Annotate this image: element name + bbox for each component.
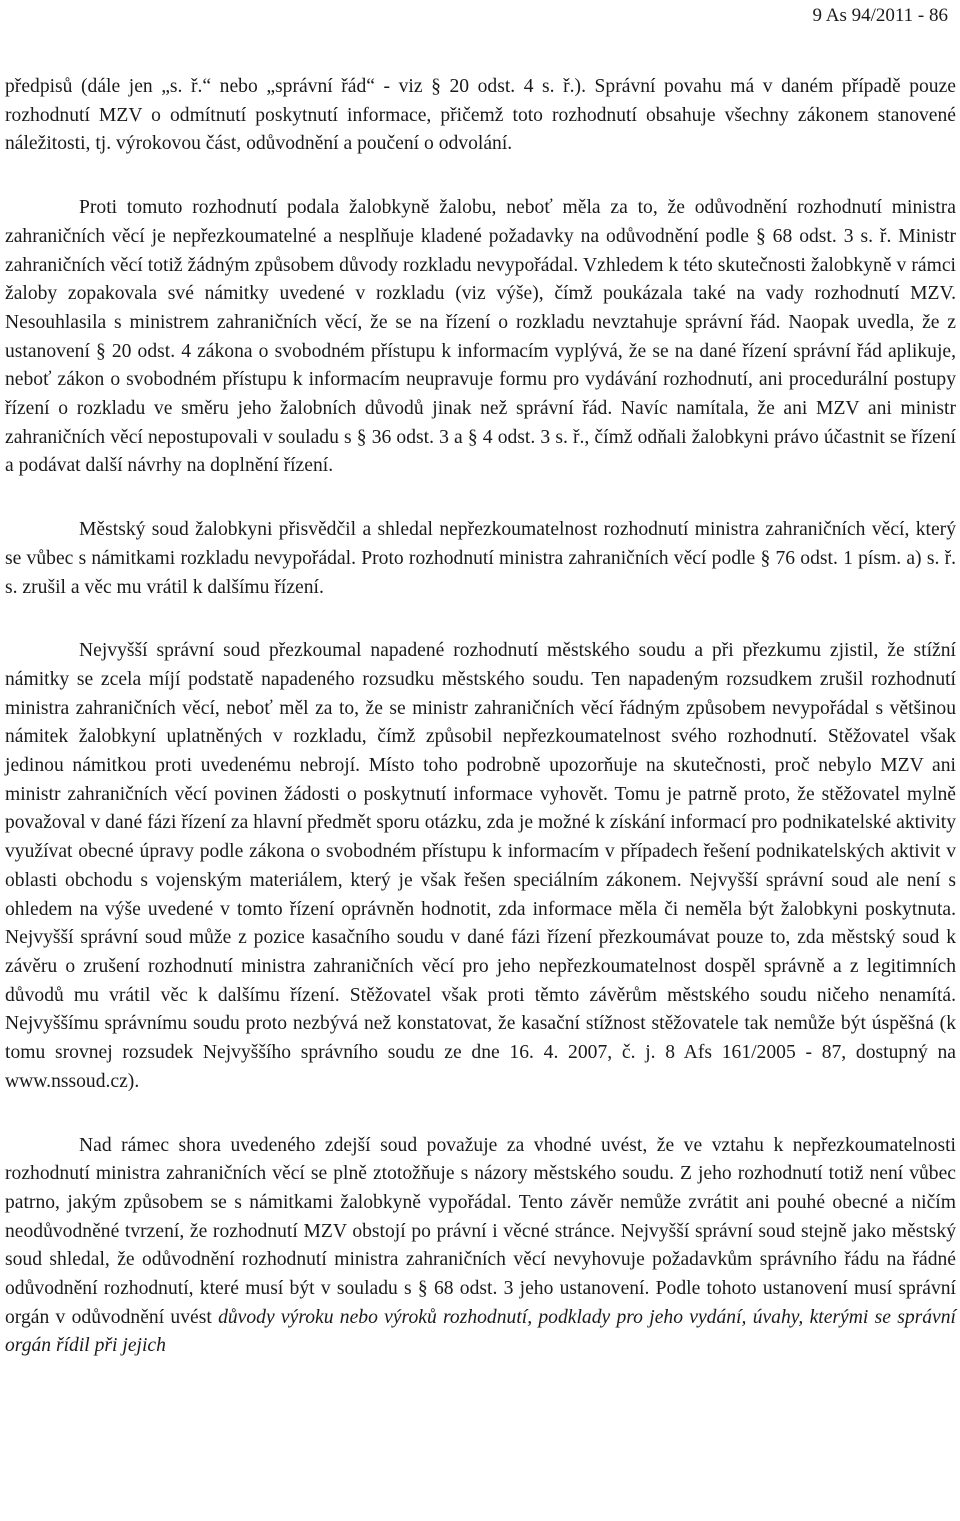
case-number-header: 9 As 94/2011 - 86 <box>812 5 948 26</box>
paragraph-4: Nejvyšší správní soud přezkoumal napadené rozhodnutí městského soudu a při přezkumu zjistil, že stížní námitky se zcela míjí podstatě napadeného rozsudku městského soudu. Ten napadeným rozsudkem zrušil rozhodnutí ministra zahraničních věcí, neboť měl za to, že se ministr zahraničních věcí řádným způsobem nevypořádal s většinou námitek žalobkyní uplatněných v rozkladu, čímž způsobil nepřezkoumatelnost svého rozhodnutí. Stěžovatel však jedinou námitkou proti uvedenému nebrojí. Místo toho podrobně upozorňuje na skutečnosti, proč nebylo MZV ani ministr zahraničních věcí povinen žádosti o poskytnutí informace vyhovět. Tomu je patrně proto, že stěžovatel mylně považoval v dané fázi řízení za hlavní předmět sporu otázku, zda je možné k získání informací pro podnikatelské aktivity využívat obecné úpravy podle zákona o svobodném přístupu k informacím v případech řešení podnikatelských aktivit v oblasti obchodu s vojenským materiálem, který je však řešen speciálním zákonem. Nejvyšší správní soud ale není s ohledem na výše uvedené v tomto řízení oprávněn hodnotit, zda informace měla či neměla být žalobkyni poskytnuta. Nejvyšší správní soud může z pozice kasačního soudu v dané fázi řízení přezkoumávat pouze to, zda městský soud k závěru o zrušení rozhodnutí ministra zahraničních věcí pro jeho nepřezkoumatelnost dospěl správně a z legitimních důvodů mu vrátil věc k dalšímu řízení. Stěžovatel však proti těmto závěrům městského soudu ničeho nenamítá. Nejvyššímu správnímu soudu proto nezbývá než konstatovat, že kasační stížnost stěžovatele tak nemůže být úspěšná (k tomu srovnej rozsudek Nejvyššího správního soudu ze dne 16. 4. 2007, č. j. 8 Afs 161/2005 - 87, dostupný na www.nssoud.cz). <box>5 640 956 1092</box>
paragraph-5-italic-quote: důvody výroku nebo výroků rozhodnutí, podklady pro jeho vydání, úvahy, kterými se správní orgán řídil při jejich <box>5 1306 956 1357</box>
paragraph-5 <box>5 1132 956 1362</box>
paragraph-2: Proti tomuto rozhodnutí podala žalobkyně žalobu, neboť měla za to, že odůvodnění rozhodnutí ministra zahraničních věcí je nepřezkoumatelné a nesplňuje kladené požadavky na odůvodnění podle § 68 odst. 3 s. ř. Ministr zahraničních věcí totiž žádným způsobem důvody rozkladu nevypořádal. Vzhledem k této skutečnosti žalobkyně v rámci žaloby zopakovala své námitky uvedené v rozkladu (viz výše), čímž poukázala také na vady rozhodnutí MZV. Nesouhlasila s ministrem zahraničních věcí, že se na řízení o rozkladu nevztahuje správní řád. Naopak uvedla, že z ustanovení § 20 odst. 4 zákona o svobodném přístupu k informacím vyplývá, že se na dané řízení správní řád aplikuje, neboť zákon o svobodném přístupu k informacím neupravuje formu pro vydávání rozhodnutí, ani procedurální postupy řízení o rozkladu ve směru jeho žalobních důvodů jinak než správní řád. Navíc namítala, že ani MZV ani ministr zahraničních věcí nepostupovali v souladu s § 36 odst. 3 a § 4 odst. 3 s. ř., čímž odňali žalobkyni právo účastnit se řízení a podávat další návrhy na doplnění řízení. <box>5 197 956 477</box>
paragraph-5-text: Nad rámec shora uvedeného zdejší soud považuje za vhodné uvést, že ve vztahu k nepřezkoumatelnosti rozhodnutí ministra zahraničních věcí se plně ztotožňuje s názory městského soudu. Z jeho rozhodnutí totiž není vůbec patrno, jakým způsobem se s námitkami žalobkyně vypořádal. Tento závěr nemůže zvrátit ani pouhé obecné a ničím neodůvodněné tvrzení, že rozhodnutí MZV obstojí po právní i věcné stránce. Nejvyšší správní soud stejně jako městský soud shledal, že odůvodnění rozhodnutí ministra zahraničních věcí nevyhovuje požadavkům správního řádu na řádné odůvodnění rozhodnutí, které musí být v souladu s § 68 odst. 3 jeho ustanovení. Podle tohoto ustanovení musí správní orgán v odůvodnění uvést <box>5 1134 956 1328</box>
document-body <box>5 73 956 1361</box>
paragraph-1: předpisů (dále jen „s. ř.“ nebo „správní řád“ - viz § 20 odst. 4 s. ř.). Správní povahu má v daném případě pouze rozhodnutí MZV o odmítnutí poskytnutí informace, přičemž toto rozhodnutí obsahuje všechny zákonem stanovené náležitosti, tj. výrokovou část, odůvodnění a poučení o odvolání. <box>5 76 956 155</box>
paragraph-3: Městský soud žalobkyni přisvědčil a shledal nepřezkoumatelnost rozhodnutí ministra zahraničních věcí, který se vůbec s námitkami rozkladu nevypořádal. Proto rozhodnutí ministra zahraničních věcí podle § 76 odst. 1 písm. a) s. ř. s. zrušil a věc mu vrátil k dalšímu řízení. <box>5 519 956 598</box>
